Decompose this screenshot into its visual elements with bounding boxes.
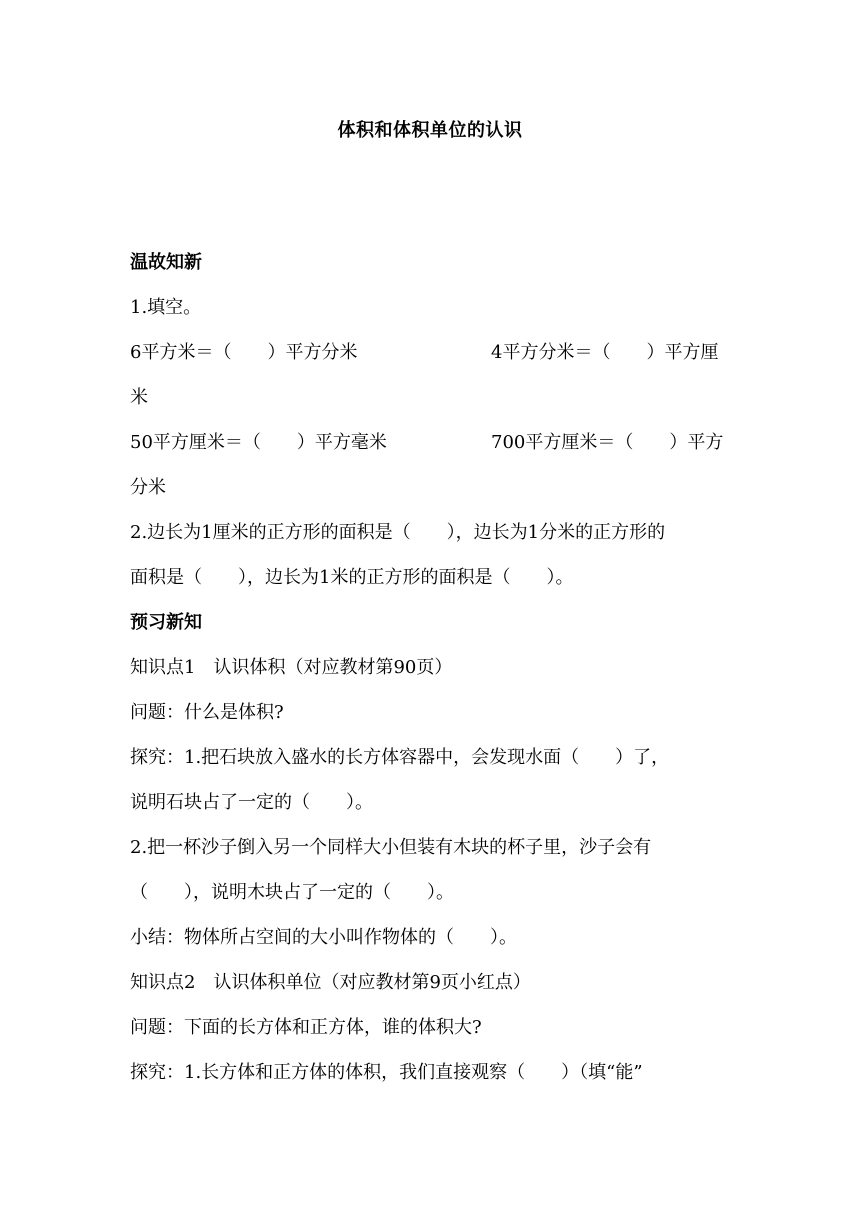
fill-blank-row1-left: 6平方米＝（ ）平方分米 <box>130 342 358 363</box>
section-heading-preview: 预习新知 <box>130 612 202 633</box>
knowledge-point-2: 知识点2 认识体积单位（对应教材第9页小红点） <box>130 972 531 993</box>
kp1-explore2-line2: （ ），说明木块占了一定的（ ）。 <box>130 882 454 903</box>
fill-blank-row1-right: 4平方分米＝（ ）平方厘 <box>491 342 719 363</box>
page-title: 体积和体积单位的认识 <box>337 120 523 141</box>
section-heading-review: 温故知新 <box>130 252 202 273</box>
kp1-explore1-line1: 探究：1.把石块放入盛水的长方体容器中，会发现水面（ ）了， <box>130 747 670 768</box>
fill-blank-row1-wrap: 米 <box>130 387 148 408</box>
kp2-question: 问题：下面的长方体和正方体，谁的体积大? <box>130 1017 482 1038</box>
question-2-line1: 2.边长为1厘米的正方形的面积是（ ），边长为1分米的正方形的 <box>130 522 666 543</box>
kp2-explore1: 探究：1.长方体和正方体的体积，我们直接观察（ ）（填“能” <box>130 1062 643 1083</box>
question-1-label: 1.填空。 <box>130 297 202 318</box>
question-2-line2: 面积是（ ），边长为1米的正方形的面积是（ ）。 <box>130 567 574 588</box>
kp1-summary: 小结：物体所占空间的大小叫作物体的（ ）。 <box>130 927 517 948</box>
fill-blank-row2-right: 700平方厘米＝（ ）平方 <box>491 432 724 453</box>
knowledge-point-1: 知识点1 认识体积（对应教材第90页） <box>130 657 453 678</box>
kp1-explore1-line2: 说明石块占了一定的（ ）。 <box>130 792 373 813</box>
fill-blank-row2-wrap: 分米 <box>130 477 166 498</box>
kp1-question: 问题：什么是体积? <box>130 702 284 723</box>
kp1-explore2-line1: 2.把一杯沙子倒入另一个同样大小但装有木块的杯子里，沙子会有 <box>130 837 652 858</box>
fill-blank-row2-left: 50平方厘米＝（ ）平方毫米 <box>130 432 387 453</box>
